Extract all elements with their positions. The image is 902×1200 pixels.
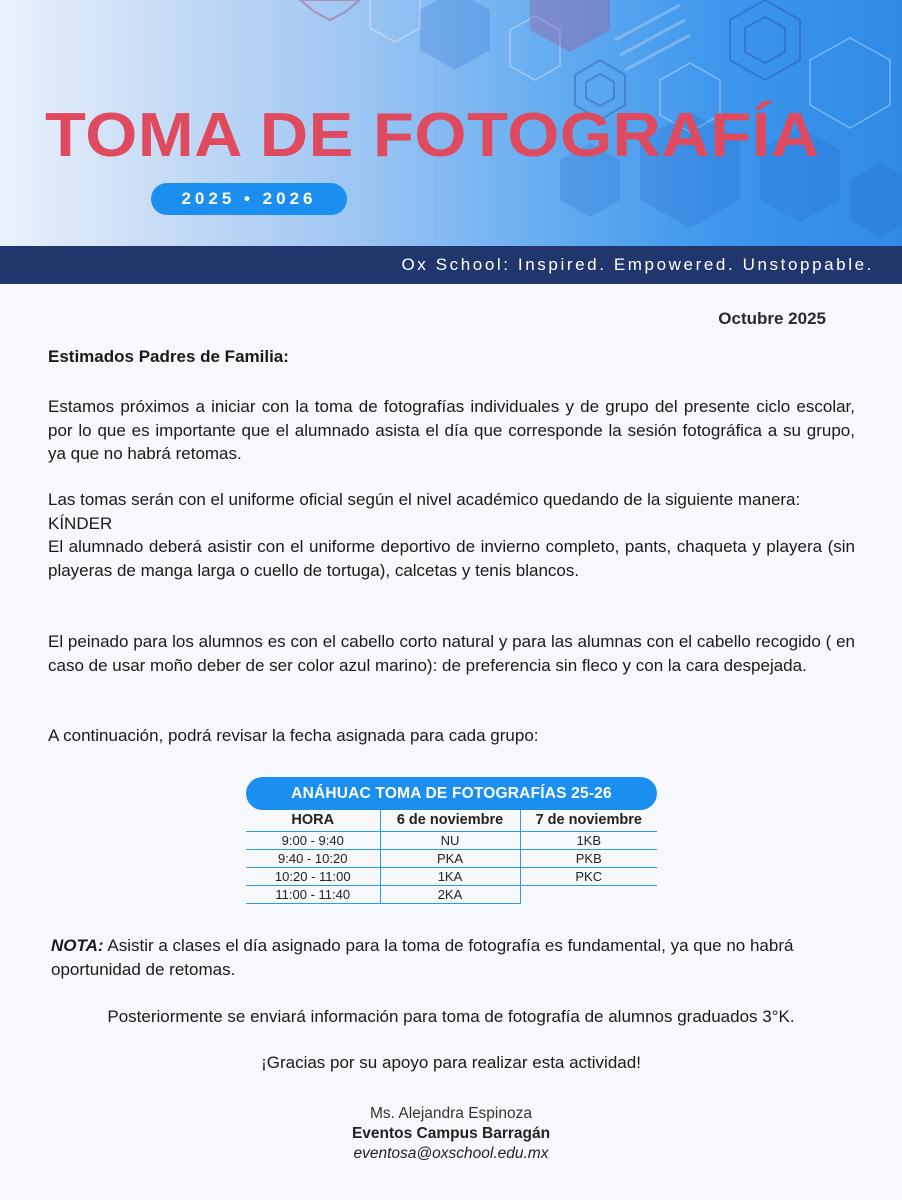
cell-group: 1KA (380, 867, 520, 885)
uniform-intro: Las tomas serán con el uniforme oficial según el nivel académico quedando de la siguiente manera: (48, 490, 801, 509)
schedule-table (246, 777, 657, 904)
letter-date: Octubre 2025 (718, 309, 826, 328)
schedule-table-title: ANÁHUAC TOMA DE FOTOGRAFÍAS 25-26 (246, 777, 657, 810)
cell-group-empty (520, 885, 657, 903)
letter-greeting: Estimados Padres de Familia: (48, 347, 289, 366)
cell-time: 10:20 - 11:00 (246, 867, 380, 885)
signature-email: eventosa@oxschool.edu.mx (353, 1145, 549, 1162)
table-header-row (246, 810, 657, 831)
note-paragraph (51, 934, 861, 982)
cell-group: PKB (520, 849, 657, 867)
tagline-bar (0, 246, 902, 284)
table-row (246, 831, 657, 849)
header-banner (0, 0, 902, 246)
graduates-notice: Posteriormente se enviará información para toma de fotografía de alumnos graduados 3°K. (107, 1007, 795, 1026)
header-day-2: 7 de noviembre (520, 810, 657, 831)
paragraph-schedule-intro: A continuación, podrá revisar la fecha asignada para cada grupo: (48, 726, 539, 745)
cell-group: NU (380, 831, 520, 849)
school-year-badge: 2025 • 2026 (151, 183, 347, 215)
signature-name: Ms. Alejandra Espinoza (370, 1105, 532, 1122)
paragraph-hairstyle: El peinado para los alumnos es con el cabello corto natural y para las alumnas con el cabello recogido ( en caso de usar moño deber de ser color azul marino): de preferencia sin fleco y con la cara despejada. (48, 632, 855, 675)
tagline-text: Ox School: Inspired. Empowered. Unstoppable. (401, 255, 874, 274)
signature-department: Eventos Campus Barragán (351, 1125, 551, 1142)
cell-time: 9:40 - 10:20 (246, 849, 380, 867)
cell-group: 2KA (380, 885, 520, 903)
cell-group: PKA (380, 849, 520, 867)
header-hora: HORA (246, 810, 380, 831)
page-title: TOMA DE FOTOGRAFÍA (45, 101, 820, 170)
cell-group: PKC (520, 867, 657, 885)
cell-group: 1KB (520, 831, 657, 849)
table-row (246, 867, 657, 885)
cell-time: 11:00 - 11:40 (246, 885, 380, 903)
note-label: NOTA: (51, 936, 104, 955)
table-row (246, 885, 657, 903)
note-text: Asistir a clases el día asignado para la toma de fotografía es fundamental, ya que no habrá oportunidad de retomas. (51, 936, 794, 979)
cell-time: 9:00 - 9:40 (246, 831, 380, 849)
paragraph-intro: Estamos próximos a iniciar con la toma de fotografías individuales y de grupo del presente ciclo escolar, por lo que es importante que el alumnado asista el día que corresponde la sesión fotográfica a su grupo, ya que no habrá retomas. (48, 397, 855, 463)
paragraph-uniform (48, 488, 855, 582)
table-row (246, 849, 657, 867)
header-day-1: 6 de noviembre (380, 810, 520, 831)
thanks-message: ¡Gracias por su apoyo para realizar esta actividad! (261, 1053, 641, 1072)
level-label: KÍNDER (48, 513, 113, 533)
uniform-details: El alumnado deberá asistir con el uniforme deportivo de invierno completo, pants, chaqueta y playera (sin playeras de manga larga o cuello de tortuga), calcetas y tenis blancos. (48, 537, 855, 580)
